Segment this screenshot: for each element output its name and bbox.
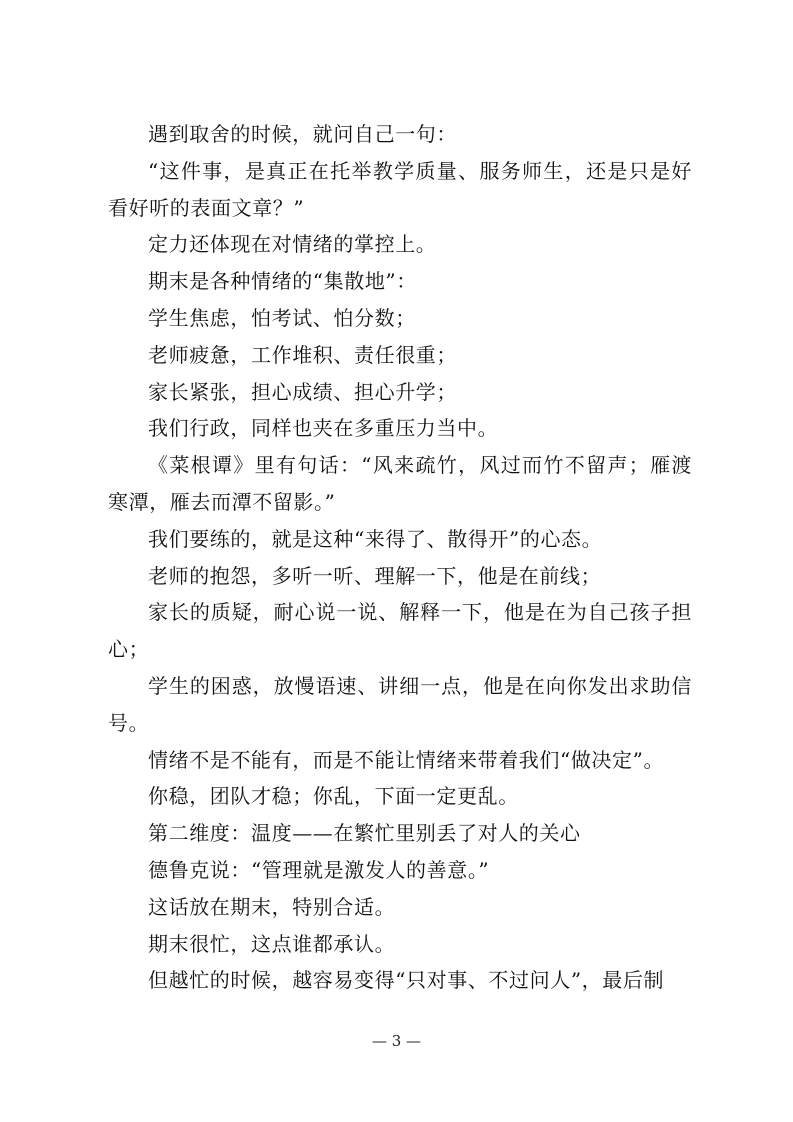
paragraph: 《菜根谭》里有句话：“风来疏竹，风过而竹不留声；雁渡寒潭，雁去而潭不留影。” <box>108 453 692 514</box>
page-number: — 3 — <box>371 1032 422 1050</box>
paragraph: 老师疲惫，工作堆积、责任很重； <box>148 342 457 367</box>
section-heading: 第二维度：温度——在繁忙里别丢了对人的关心 <box>148 821 581 846</box>
paragraph: 遇到取舍的时候，就问自己一句： <box>148 122 457 146</box>
paragraph: 期末是各种情绪的“集散地”： <box>148 269 417 294</box>
paragraph: 这话放在期末，特别合适。 <box>148 894 396 919</box>
paragraph: 定力还体现在对情绪的掌控上。 <box>148 232 437 257</box>
paragraph: 学生焦虑，怕考试、怕分数； <box>148 305 416 330</box>
body-text <box>108 116 692 999</box>
paragraph: 你稳，团队才稳；你乱，下面一定更乱。 <box>148 784 519 809</box>
paragraph: “这件事，是真正在托举教学质量、服务师生，还是只是好看好听的表面文章？” <box>108 158 692 220</box>
paragraph: 老师的抱怨，多听一听、理解一下，他是在前线； <box>148 563 602 588</box>
paragraph: 情绪不是不能有，而是不能让情绪来带着我们“做决定”。 <box>148 747 665 772</box>
paragraph: 我们要练的，就是这种“来得了、散得开”的心态。 <box>148 526 603 551</box>
paragraph: 学生的困惑，放慢语速、讲细一点，他是在向你发出求助信号。 <box>108 673 692 735</box>
paragraph: 我们行政，同样也夹在多重压力当中。 <box>148 416 499 441</box>
paragraph: 期末很忙，这点谁都承认。 <box>148 931 396 956</box>
paragraph: 但越忙的时候，越容易变得“只对事、不过问人”，最后制 <box>148 968 665 993</box>
paragraph: 德鲁克说：“管理就是激发人的善意。” <box>148 857 490 882</box>
paragraph: 家长的质疑，耐心说一说、解释一下，他是在为自己孩子担心； <box>108 600 692 662</box>
paragraph: 家长紧张，担心成绩、担心升学； <box>148 379 457 404</box>
